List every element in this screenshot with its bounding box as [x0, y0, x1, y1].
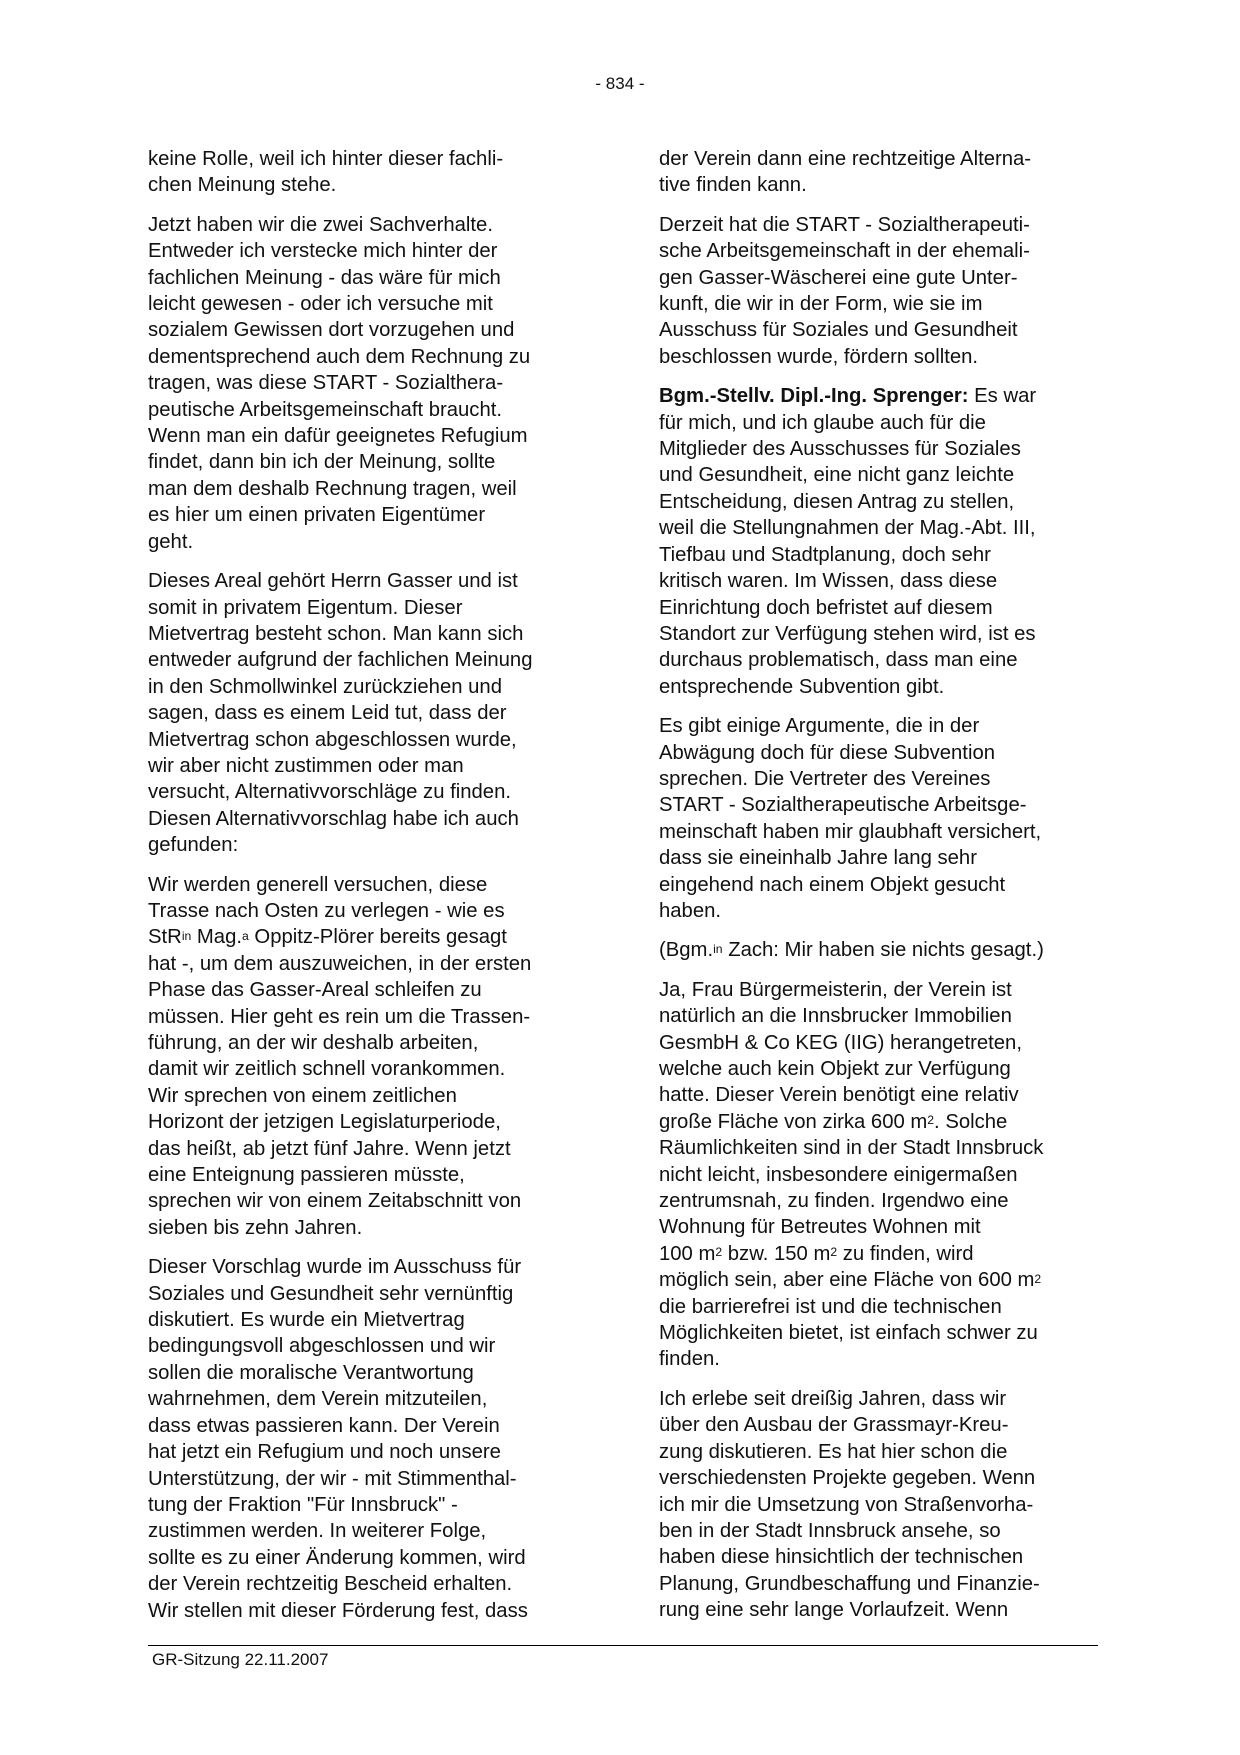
text-line: tragen, was diese START - Sozialthera- [148, 372, 504, 395]
text-line: sprechen. Die Vertreter des Vereines [659, 767, 991, 790]
superscript: a [242, 928, 249, 943]
text-run: bzw. 150 m [722, 1242, 831, 1265]
text-line: der Verein dann eine rechtzeitige Alterna- [659, 148, 1032, 170]
text-line: sieben bis zehn Jahren. [148, 1216, 363, 1239]
paragraph [659, 713, 1101, 924]
text-line: führung, an der wir deshalb arbeiten, [148, 1032, 479, 1054]
text-line: die barrierefrei ist und die technischen [659, 1295, 1002, 1318]
text-line: tive finden kann. [659, 174, 807, 197]
text-line: versucht, Alternativvorschläge zu finden. [148, 781, 512, 804]
text-line: zentrumsnah, zu finden. Irgendwo eine [659, 1190, 1009, 1213]
text-run: große Fläche von zirka 600 m [659, 1110, 928, 1133]
superscript: in [713, 941, 723, 956]
text-line: haben. [659, 899, 722, 922]
text-line: keine Rolle, weil ich hinter dieser fachli- [148, 148, 504, 170]
text-line: Wohnung für Betreutes Wohnen mit [659, 1216, 981, 1239]
text-line: beschlossen wurde, fördern sollten. [659, 345, 979, 368]
text-line: verschiedensten Projekte gegeben. Wenn [659, 1467, 1036, 1490]
text-run: (Bgm. [659, 939, 714, 962]
text-line: Wir sprechen von einem zeitlichen [148, 1084, 457, 1107]
text-line: gen Gasser-Wäscherei eine gute Unter- [659, 266, 1018, 289]
superscript: 2 [715, 1245, 723, 1260]
right-column [659, 146, 1101, 1637]
text-run: möglich sein, aber eine Fläche von 600 m [659, 1269, 1035, 1292]
text-line: sollte es zu einer Änderung kommen, wird [148, 1546, 526, 1569]
text-line: haben diese hinsichtlich der technischen [659, 1546, 1024, 1569]
text-line: Derzeit hat die START - Sozialtherapeuti- [659, 213, 1030, 236]
text-line: Abwägung doch für diese Subvention [659, 741, 996, 764]
footer-divider [148, 1645, 1098, 1646]
superscript: in [181, 928, 192, 943]
text-line: peutische Arbeitsgemeinschaft braucht. [148, 398, 503, 421]
text-line: nicht leicht, insbesondere einigermaßen [659, 1163, 1018, 1186]
text-line: müssen. Hier geht es rein um die Trassen- [148, 1005, 531, 1028]
text-line: Mietvertrag besteht schon. Man kann sich [148, 622, 524, 645]
text-line: welche auch kein Objekt zur Verfügung [659, 1058, 1011, 1080]
text-line: leicht gewesen - oder ich versuche mit [148, 293, 493, 316]
text-line: tung der Fraktion "Für Innsbruck" - [148, 1493, 458, 1516]
text-line: Diesen Alternativvorschlag habe ich auch [148, 807, 519, 830]
text-line: eingehend nach einem Objekt gesucht [659, 873, 1006, 896]
paragraph [148, 568, 590, 858]
text-line: Trasse nach Osten zu verlegen - wie es [148, 899, 505, 922]
text-line: hatte. Dieser Verein benötigt eine relativ [659, 1084, 1019, 1107]
text-line: Horizont der jetzigen Legislaturperiode, [148, 1111, 501, 1134]
text-line: Tiefbau und Stadtplanung, doch sehr [659, 543, 991, 566]
text-line: ben in der Stadt Innsbruck ansehe, so [659, 1519, 1001, 1542]
text-line: Phase das Gasser-Areal schleifen zu [148, 979, 482, 1002]
text-line: Ich erlebe seit dreißig Jahren, dass wir [659, 1387, 1007, 1410]
text-line: man dem deshalb Rechnung tragen, weil [148, 477, 517, 500]
text-line: zustimmen werden. In weiterer Folge, [148, 1520, 487, 1543]
superscript: 2 [927, 1113, 935, 1128]
text-line: Es gibt einige Argumente, die in der [659, 715, 980, 738]
text-line: ich mir die Umsetzung von Straßenvorha- [659, 1493, 1034, 1516]
text-line: rung eine sehr lange Vorlaufzeit. Wenn [659, 1599, 1009, 1622]
footer-session-date: GR-Sitzung 22.11.2007 [152, 1650, 329, 1669]
text-line: Dieser Vorschlag wurde im Ausschuss für [148, 1256, 522, 1279]
text-line: natürlich an die Innsbrucker Immobilien [659, 1005, 1012, 1028]
text-line: eine Enteignung passieren müsste, [148, 1164, 465, 1187]
text-line: damit wir zeitlich schnell vorankommen. [148, 1058, 506, 1081]
paragraph [659, 146, 1101, 199]
text-line: wir aber nicht zustimmen oder man [148, 754, 464, 777]
text-line: kunft, die wir in der Form, wie sie im [659, 293, 983, 316]
text-line: Soziales und Gesundheit sehr vernünftig [148, 1282, 514, 1305]
text-run: Oppitz-Plörer bereits gesagt [248, 926, 507, 949]
text-line: sche Arbeitsgemeinschaft in der ehemali- [659, 240, 1030, 263]
left-column [148, 146, 590, 1637]
text-line: finden. [659, 1348, 720, 1371]
paragraph [659, 1386, 1101, 1624]
superscript: 2 [830, 1245, 838, 1260]
text-line: Einrichtung doch befristet auf diesem [659, 596, 993, 619]
text-line: dass etwas passieren kann. Der Verein [148, 1414, 500, 1437]
text-line: hat jetzt ein Refugium und noch unsere [148, 1441, 501, 1464]
text-line: zung diskutieren. Es hat hier schon die [659, 1440, 1008, 1463]
text-run: Zach: Mir haben sie nichts gesagt.) [722, 939, 1044, 962]
text-line: Planung, Grundbeschaffung und Finanzie- [659, 1572, 1040, 1595]
text-line: bedingungsvoll abgeschlossen und wir [148, 1335, 496, 1358]
text-line: sozialem Gewissen dort vorzugehen und [148, 319, 515, 342]
text-line: wahrnehmen, dem Verein mitzuteilen, [148, 1388, 488, 1411]
text-line: Standort zur Verfügung stehen wird, ist es [659, 622, 1036, 645]
text-line: Wir stellen mit dieser Förderung fest, dass [148, 1599, 528, 1622]
text-line: durchaus problematisch, dass man eine [659, 649, 1018, 672]
superscript: 2 [1034, 1271, 1042, 1286]
text-line: diskutiert. Es wurde ein Mietvertrag [148, 1309, 465, 1332]
text-line: sollen die moralische Verantwortung [148, 1361, 474, 1384]
text-line: sagen, dass es einem Leid tut, dass der [148, 702, 507, 725]
text-line: dass sie eineinhalb Jahre lang sehr [659, 847, 977, 870]
text-line: weil die Stellungnahmen der Mag.-Abt. III, [659, 517, 1036, 540]
text-line: GesmbH & Co KEG (IIG) herangetreten, [659, 1031, 1022, 1054]
paragraph [148, 212, 590, 555]
text-line: Mitglieder des Ausschusses für Soziales [659, 438, 1021, 461]
text-line: meinschaft haben mir glaubhaft versichert, [659, 820, 1042, 843]
text-line: Entscheidung, diesen Antrag zu stellen, [659, 490, 1015, 513]
text-line: START - Sozialtherapeutische Arbeitsge- [659, 794, 1027, 817]
interjection [659, 937, 1101, 963]
paragraph [148, 872, 590, 1242]
text-line: für mich, und ich glaube auch für die [659, 411, 986, 434]
text-line: das heißt, ab jetzt fünf Jahre. Wenn jetzt [148, 1137, 511, 1160]
paragraph [148, 146, 590, 199]
text-line: hat -, um dem auszuweichen, in der ersten [148, 952, 532, 975]
paragraph [659, 383, 1101, 700]
text-run: . Solche [934, 1110, 1008, 1133]
text-line: Jetzt haben wir die zwei Sachverhalte. [148, 213, 493, 236]
page-number: - 834 - [595, 74, 645, 93]
text-line: findet, dann bin ich der Meinung, sollte [148, 451, 496, 474]
text-line: chen Meinung stehe. [148, 174, 337, 197]
speaker-name: Bgm.-Stellv. Dipl.-Ing. Sprenger: [659, 385, 969, 408]
text-run: Mag. [191, 926, 243, 949]
text-line: entweder aufgrund der fachlichen Meinung [148, 649, 533, 672]
text-line: somit in privatem Eigentum. Dieser [148, 596, 463, 619]
paragraph [659, 977, 1101, 1373]
paragraph [659, 212, 1101, 370]
text-line: Ja, Frau Bürgermeisterin, der Verein ist [659, 978, 1012, 1001]
text-line: fachlichen Meinung - das wäre für mich [148, 266, 501, 289]
text-line: in den Schmollwinkel zurückziehen und [148, 675, 502, 698]
text-line: Möglichkeiten bietet, ist einfach schwer zu [659, 1322, 1038, 1345]
text-line: Unterstützung, der wir - mit Stimmenthal- [148, 1467, 517, 1490]
text-line: Wir werden generell versuchen, diese [148, 873, 488, 896]
text-line: gefunden: [148, 834, 239, 857]
text-line: Mietvertrag schon abgeschlossen wurde, [148, 728, 517, 751]
text-line: über den Ausbau der Grassmayr-Kreu- [659, 1414, 1009, 1437]
text-run: Es war [968, 385, 1037, 408]
text-run: StR [148, 926, 182, 949]
text-line: Ausschuss für Soziales und Gesundheit [659, 319, 1018, 342]
text-line: entsprechende Subvention gibt. [659, 675, 945, 698]
text-line: geht. [148, 530, 194, 553]
paragraph [148, 1254, 590, 1624]
text-run: zu finden, wird [837, 1242, 974, 1265]
text-line: kritisch waren. Im Wissen, dass diese [659, 570, 998, 593]
text-line: und Gesundheit, eine nicht ganz leichte [659, 464, 1015, 487]
text-line: Wenn man ein dafür geeignetes Refugium [148, 425, 528, 448]
text-line: dementsprechend auch dem Rechnung zu [148, 345, 531, 368]
text-run: 100 m [659, 1242, 716, 1265]
text-line: Entweder ich verstecke mich hinter der [148, 240, 498, 263]
text-line: sprechen wir von einem Zeitabschnitt von [148, 1190, 522, 1213]
text-line: Räumlichkeiten sind in der Stadt Innsbruck [659, 1137, 1044, 1160]
text-line: der Verein rechtzeitig Bescheid erhalten. [148, 1573, 513, 1596]
text-line: Dieses Areal gehört Herrn Gasser und ist [148, 570, 518, 593]
text-line: es hier um einen privaten Eigentümer [148, 504, 486, 527]
